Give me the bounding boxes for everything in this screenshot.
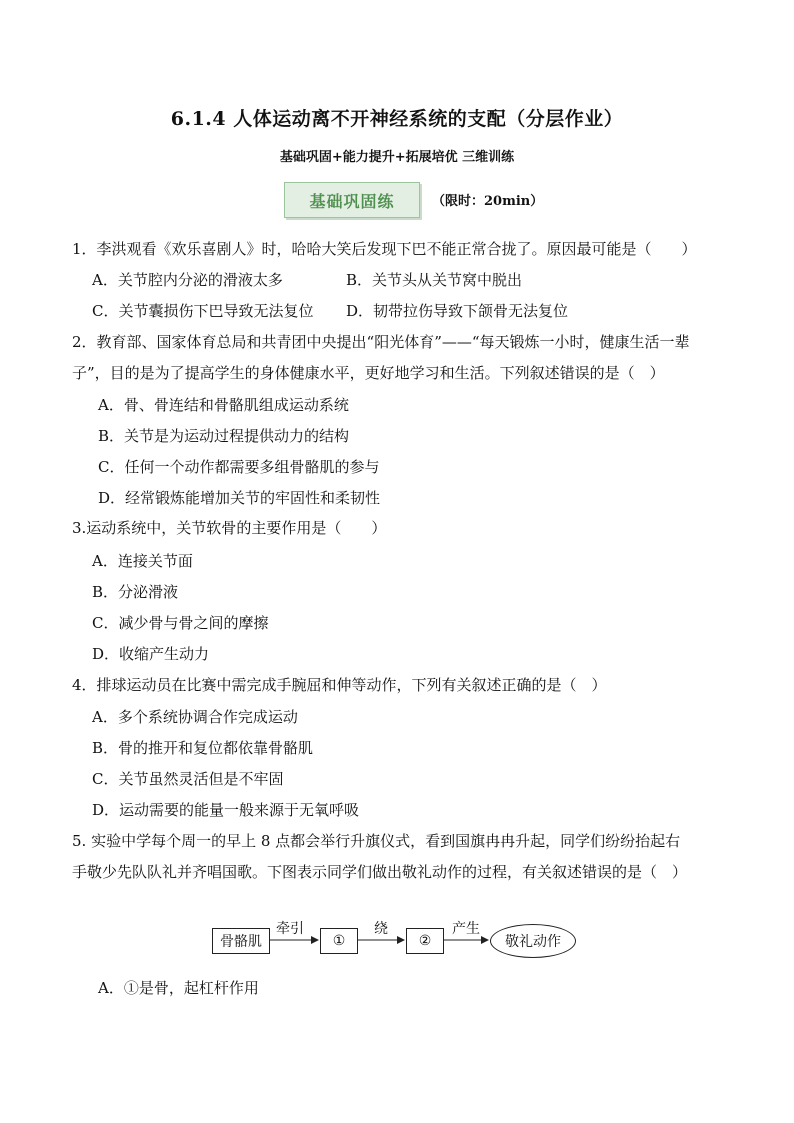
question-3-option-d: D．收缩产生动力 (92, 645, 210, 663)
diagram-start-box: 骨骼肌 (212, 928, 270, 954)
question-1-option-d: D．韧带拉伤导致下颌骨无法复位 (346, 302, 569, 320)
section-badge: 基础巩固练 (284, 182, 420, 218)
question-5-stem-line-1: 5. 实验中学每个周一的早上 8 点都会举行升旗仪式，看到国旗冉冉升起，同学们纷纷抬起右 (72, 832, 681, 850)
time-limit: （限时：20min） (432, 194, 544, 209)
question-4-option-c: C．关节虽然灵活但是不牢固 (92, 770, 284, 788)
question-1-option-a: A．关节腔内分泌的滑液太多 (92, 271, 283, 289)
question-2-option-b: B．关节是为运动过程提供动力的结构 (98, 427, 350, 445)
diagram-node-2: ② (406, 928, 444, 954)
arrow-label-3: 产生 (452, 921, 480, 937)
question-2-stem-line-1: 2．教育部、国家体育总局和共青团中央提出“阳光体育”——“每天锻炼一小时，健康生活一辈 (72, 333, 690, 351)
question-1-option-c: C．关节囊损伤下巴导致无法复位 (92, 302, 314, 320)
question-2-option-c: C．任何一个动作都需要多组骨骼肌的参与 (98, 458, 380, 476)
question-3-option-b: B．分泌滑液 (92, 583, 179, 601)
section-badge-wrap (284, 182, 420, 218)
question-4-option-b: B．骨的推开和复位都依靠骨骼肌 (92, 739, 314, 757)
question-5-stem-line-2: 手敬少先队队礼并齐唱国歌。下图表示同学们做出敬礼动作的过程，有关叙述错误的是（ ） (72, 863, 688, 881)
worksheet-subtitle: 基础巩固+能力提升+拓展培优 三维训练 (279, 150, 515, 165)
process-diagram (212, 916, 592, 962)
question-2-option-d: D．经常锻炼能增加关节的牢固性和柔韧性 (98, 489, 381, 507)
question-5-option-a: A．①是骨，起杠杆作用 (98, 979, 259, 997)
question-2-stem-line-2: 子”，目的是为了提高学生的身体健康水平，更好地学习和生活。下列叙述错误的是（ ） (72, 364, 665, 382)
worksheet-title: 6.1.4 人体运动离不开神经系统的支配（分层作业） (170, 108, 624, 130)
question-4-stem: 4．排球运动员在比赛中需完成手腕屈和伸等动作，下列有关叙述正确的是（ ） (72, 676, 607, 694)
question-3-stem: 3.运动系统中，关节软骨的主要作用是（ ） (72, 519, 387, 537)
question-3-option-a: A．连接关节面 (92, 552, 193, 570)
question-3-option-c: C．减少骨与骨之间的摩擦 (92, 614, 269, 632)
diagram-node-1: ① (320, 928, 358, 954)
question-4-option-a: A．多个系统协调合作完成运动 (92, 708, 298, 726)
question-2-option-a: A．骨、骨连结和骨骼肌组成运动系统 (98, 396, 349, 414)
question-4-option-d: D．运动需要的能量一般来源于无氧呼吸 (92, 801, 360, 819)
question-1-option-b: B．关节头从关节窝中脱出 (346, 271, 523, 289)
question-1-stem: 1．李洪观看《欢乐喜剧人》时，哈哈大笑后发现下巴不能正常合拢了。原因最可能是（ ） (72, 240, 697, 258)
diagram-end-ellipse: 敬礼动作 (490, 924, 576, 958)
arrow-label-1: 牵引 (276, 921, 304, 937)
arrow-label-2: 绕 (374, 921, 388, 937)
